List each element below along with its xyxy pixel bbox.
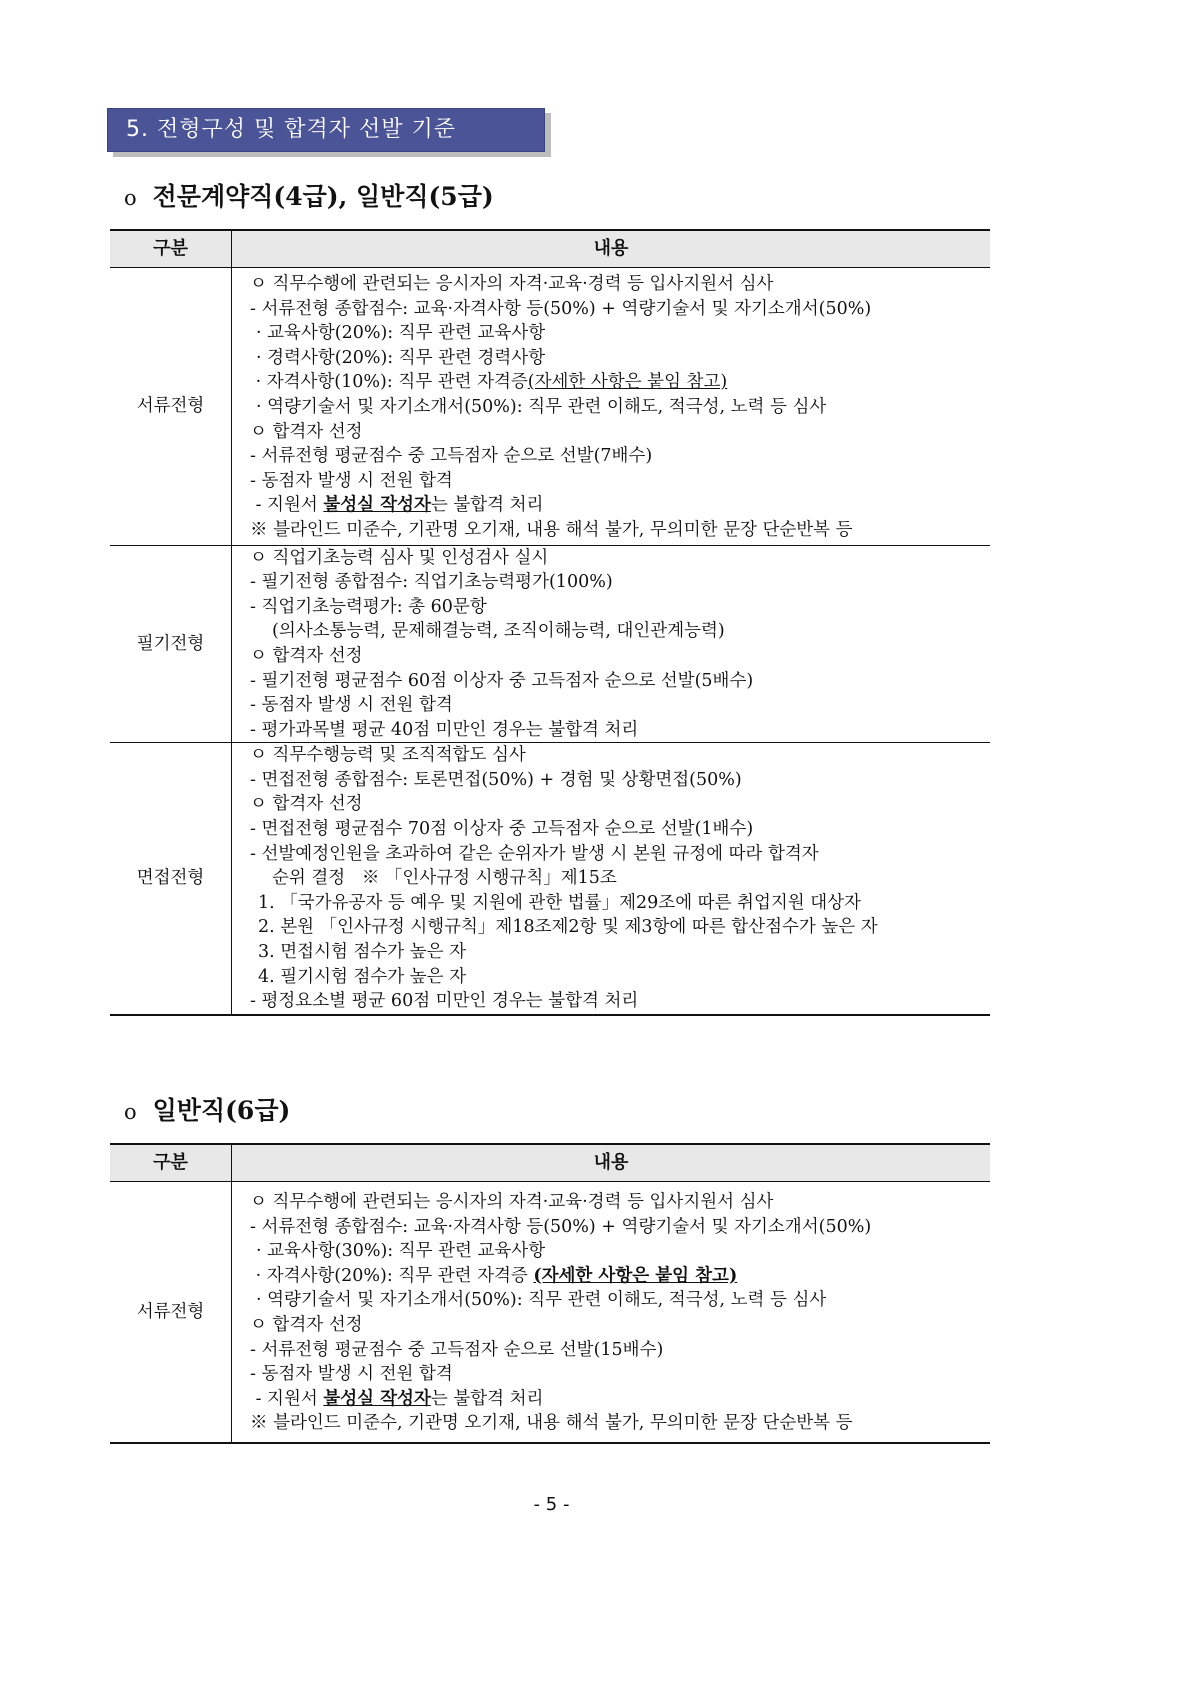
row-content bbox=[232, 545, 991, 743]
header-content: 내용 bbox=[232, 1144, 991, 1182]
content-line: ※ 블라인드 미준수, 기관명 오기재, 내용 해석 불가, 무의미한 문장 단순반복 등 bbox=[250, 1413, 853, 1434]
content-line bbox=[250, 1264, 990, 1289]
content-line: ㅇ 직무수행에 관련되는 응시자의 자격·교육·경력 등 입사지원서 심사 bbox=[250, 1192, 774, 1212]
table-row bbox=[110, 1182, 990, 1443]
content-line: ㅇ 합격자 선정 bbox=[250, 794, 363, 815]
row-category: 필기전형 bbox=[110, 545, 232, 743]
content-line: - 동점자 발생 시 전원 합격 bbox=[250, 695, 453, 716]
content-line bbox=[250, 493, 990, 518]
content-line: - 동점자 발생 시 전원 합격 bbox=[250, 1364, 453, 1385]
content-line: ㅇ 직무수행능력 및 조직적합도 심사 bbox=[250, 745, 526, 766]
content-line: - 필기전형 평균점수 60점 이상자 중 고득점자 순으로 선발(5배수) bbox=[250, 670, 754, 691]
content-line: - 직업기초능력평가: 총 60문항 bbox=[250, 596, 487, 617]
content-line bbox=[250, 370, 990, 395]
content-line: 순위 결정 ※ 「인사규정 시행규칙」제15조 bbox=[272, 868, 617, 889]
content-line: ㅇ 직무수행에 관련되는 응시자의 자격·교육·경력 등 입사지원서 심사 bbox=[250, 274, 774, 294]
content-line: · 교육사항(20%): 직무 관련 교육사항 bbox=[256, 323, 546, 344]
insincere-suffix: 는 불합격 처리 bbox=[430, 1388, 544, 1409]
content-line: (의사소통능력, 문제해결능력, 조직이해능력, 대인관계능력) bbox=[272, 621, 725, 642]
section-title-text: 일반직(6급) bbox=[152, 1096, 291, 1125]
insincere-emphasis: 불성실 작성자 bbox=[323, 1388, 431, 1409]
content-line: ㅇ 직업기초능력 심사 및 인성검사 실시 bbox=[250, 547, 549, 568]
table-row bbox=[110, 545, 990, 743]
content-line: 1. 「국가유공자 등 예우 및 지원에 관한 법률」제29조에 따른 취업지원 대상자 bbox=[258, 892, 861, 913]
content-line: - 동점자 발생 시 전원 합격 bbox=[250, 470, 453, 491]
content-line: · 역량기술서 및 자기소개서(50%): 직무 관련 이해도, 적극성, 노력 등 심사 bbox=[256, 1290, 827, 1311]
content-line bbox=[250, 1387, 990, 1412]
section-title-2 bbox=[124, 1094, 290, 1129]
content-line: - 평정요소별 평균 60점 미만인 경우는 불합격 처리 bbox=[250, 991, 639, 1012]
header-category: 구분 bbox=[110, 1144, 232, 1182]
content-line: ㅇ 합격자 선정 bbox=[250, 421, 363, 442]
content-line: - 서류전형 종합점수: 교육·자격사항 등(50%) + 역량기술서 및 자기소개서(50%) bbox=[250, 298, 872, 319]
row-content bbox=[232, 1182, 991, 1443]
row-content bbox=[232, 268, 991, 546]
content-line: - 서류전형 평균점수 중 고득점자 순으로 선발(15배수) bbox=[250, 1339, 664, 1360]
content-line: - 서류전형 종합점수: 교육·자격사항 등(50%) + 역량기술서 및 자기소개서(50%) bbox=[250, 1216, 872, 1237]
content-line: ※ 블라인드 미준수, 기관명 오기재, 내용 해석 불가, 무의미한 문장 단순반복 등 bbox=[250, 519, 853, 540]
bullet-icon: o bbox=[124, 186, 137, 210]
content-line: - 평가과목별 평균 40점 미만인 경우는 불합격 처리 bbox=[250, 719, 639, 740]
row-content bbox=[232, 743, 991, 1015]
content-line: · 경력사항(20%): 직무 관련 경력사항 bbox=[256, 347, 546, 368]
content-line: 2. 본원 「인사규정 시행규칙」제18조제2항 및 제3항에 따른 합산점수가 높은 자 bbox=[258, 917, 878, 938]
content-line: 4. 필기시험 점수가 높은 자 bbox=[258, 966, 466, 987]
content-line: - 서류전형 평균점수 중 고득점자 순으로 선발(7배수) bbox=[250, 446, 653, 467]
section-title-1 bbox=[124, 180, 494, 215]
content-line: - 필기전형 종합점수: 직업기초능력평가(100%) bbox=[250, 572, 613, 593]
table-header bbox=[110, 230, 990, 268]
content-line: 3. 면접시험 점수가 높은 자 bbox=[258, 942, 466, 963]
attachment-reference: (자세한 사항은 붙임 참고) bbox=[533, 1265, 738, 1286]
section-banner: 5. 전형구성 및 합격자 선발 기준 bbox=[107, 108, 545, 152]
insincere-prefix: - 지원서 bbox=[250, 495, 324, 516]
content-line: - 선발예정인원을 초과하여 같은 순위자가 발생 시 본원 규정에 따라 합격자 bbox=[250, 843, 819, 864]
row-category: 서류전형 bbox=[110, 268, 232, 546]
table-row bbox=[110, 268, 990, 546]
section-title-text: 전문계약직(4급), 일반직(5급) bbox=[152, 182, 494, 211]
table-header bbox=[110, 1144, 990, 1182]
row-category: 면접전형 bbox=[110, 743, 232, 1015]
content-line: · 교육사항(30%): 직무 관련 교육사항 bbox=[256, 1241, 546, 1262]
row-category: 서류전형 bbox=[110, 1182, 232, 1443]
insincere-prefix: - 지원서 bbox=[250, 1388, 324, 1409]
content-line: - 면접전형 종합점수: 토론면접(50%) + 경험 및 상황면접(50%) bbox=[250, 769, 742, 790]
content-line: ㅇ 합격자 선정 bbox=[250, 1314, 363, 1335]
bullet-icon: o bbox=[124, 1100, 137, 1124]
header-category: 구분 bbox=[110, 230, 232, 268]
content-line: · 역량기술서 및 자기소개서(50%): 직무 관련 이해도, 적극성, 노력 등 심사 bbox=[256, 396, 827, 417]
cert-text: · 자격사항(20%): 직무 관련 자격증 bbox=[250, 1265, 534, 1286]
content-line: - 면접전형 평균점수 70점 이상자 중 고득점자 순으로 선발(1배수) bbox=[250, 819, 754, 840]
content-line: ㅇ 합격자 선정 bbox=[250, 645, 363, 666]
insincere-suffix: 는 불합격 처리 bbox=[430, 495, 544, 516]
cert-text: · 자격사항(10%): 직무 관련 자격증 bbox=[250, 372, 528, 393]
criteria-table-1 bbox=[110, 229, 990, 1016]
insincere-emphasis: 불성실 작성자 bbox=[323, 495, 431, 516]
page-number: - 5 - bbox=[533, 1494, 570, 1515]
attachment-reference: (자세한 사항은 붙임 참고) bbox=[527, 372, 728, 393]
header-content: 내용 bbox=[232, 230, 991, 268]
table-row bbox=[110, 743, 990, 1015]
criteria-table-2 bbox=[110, 1143, 990, 1444]
